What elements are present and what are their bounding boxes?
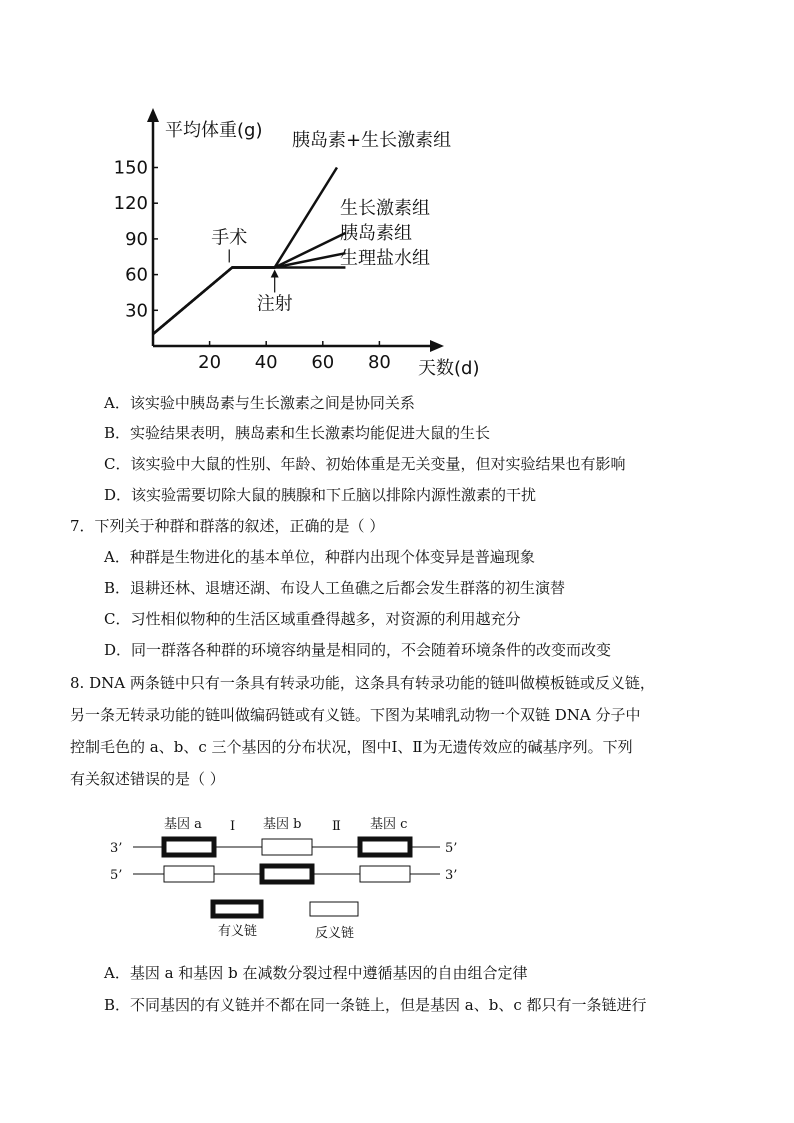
x-axis-arrow [430,340,444,352]
gene-a-label: 基因 a [164,817,202,832]
q6-option-b[interactable]: B．实验结果表明，胰岛素和生长激素均能促进大鼠的生长 [104,424,491,442]
gene-b-bottom-sense-segment [262,866,312,882]
q8-option-b[interactable]: B．不同基因的有义链并不都在同一条链上，但是基因 a、b、c 都只有一条链进行 [104,996,647,1014]
q7-option-a[interactable]: A．种群是生物进化的基本单位，种群内出现个体变异是普遍现象 [104,548,535,566]
y-tick-label: 90 [125,228,148,250]
legend-antisense-swatch [310,902,358,916]
region-1-label: Ⅰ [230,819,236,834]
legend-sense-label: 有义链 [218,924,258,939]
y-tick-label: 60 [125,264,148,286]
gene-b-label: 基因 b [263,817,302,832]
top-strand-right-end: 5’ [445,841,458,856]
q7-option-b[interactable]: B．退耕还林、退塘还湖、布设人工鱼礁之后都会发生群落的初生演替 [104,579,566,597]
series-line [153,253,345,334]
annotation-injection: 注射 [256,293,293,315]
x-tick-label: 80 [367,352,391,373]
bottom-strand-left-end: 5’ [110,868,123,883]
q8-stem-line-3: 控制毛色的 a、b、c 三个基因的分布状况，图中Ⅰ、Ⅱ为无遗传效应的碱基序列。下列 [70,738,633,756]
gene-b-top-antisense-segment [262,839,312,855]
gene-c-top-sense-segment [360,839,410,855]
x-tick-label: 40 [254,352,278,373]
legend-sense-swatch [213,902,261,916]
gene-a-bottom-antisense-segment [164,866,214,882]
annotation-injection-arrowhead [271,269,279,277]
x-tick-label: 20 [198,352,222,373]
series-line [153,267,345,334]
dna-gene-diagram [100,808,480,948]
annotation-surgery: 手术 [211,227,248,249]
q8-stem-line-1: 8. DNA 两条链中只有一条具有转录功能，这条具有转录功能的链叫做模板链或反义链， [70,674,655,692]
q6-option-a[interactable]: A．该实验中胰岛素与生长激素之间是协同关系 [104,394,415,412]
gene-c-label: 基因 c [370,817,408,832]
series-label: 生理盐水组 [340,248,430,269]
y-axis-title: 平均体重(g) [165,120,263,141]
gene-c-bottom-antisense-segment [360,866,410,882]
q8-stem-line-2: 另一条无转录功能的链叫做编码链或有义链。下图为某哺乳动物一个双链 DNA 分子中 [70,706,641,724]
region-2-label: Ⅱ [332,819,341,834]
x-axis-title: 天数(d) [418,358,480,379]
y-tick-label: 120 [113,193,148,215]
bottom-strand-right-end: 3’ [445,868,458,883]
series-label: 胰岛素+生长激素组 [292,130,452,151]
y-tick-label: 150 [113,157,148,179]
chart-text [114,120,480,379]
top-strand-left-end: 3’ [110,841,123,856]
chart-series [153,168,345,335]
series-label: 胰岛素组 [340,223,412,244]
q7-option-c[interactable]: C．习性相似物种的生活区域重叠得越多，对资源的利用越充分 [104,610,521,628]
y-axis-arrow [147,108,159,122]
x-tick-label: 60 [311,352,335,373]
y-tick-label: 30 [125,300,148,322]
series-line [153,233,345,334]
legend-antisense-label: 反义链 [315,926,355,941]
body-weight-chart [100,100,480,385]
q6-option-d[interactable]: D．该实验需要切除大鼠的胰腺和下丘脑以排除内源性激素的干扰 [104,486,537,504]
q8-option-a[interactable]: A．基因 a 和基因 b 在减数分裂过程中遵循基因的自由组合定律 [104,964,528,982]
q8-stem-line-4: 有关叙述错误的是（ ） [70,770,225,788]
series-label: 生长激素组 [340,198,430,219]
gene-a-top-sense-segment [164,839,214,855]
q7-option-d[interactable]: D．同一群落各种群的环境容纳量是相同的，不会随着环境条件的改变而改变 [104,641,612,659]
q6-option-c[interactable]: C．该实验中大鼠的性别、年龄、初始体重是无关变量，但对实验结果也有影响 [104,455,626,473]
q7-stem: 7．下列关于种群和群落的叙述，正确的是（ ） [70,517,385,535]
